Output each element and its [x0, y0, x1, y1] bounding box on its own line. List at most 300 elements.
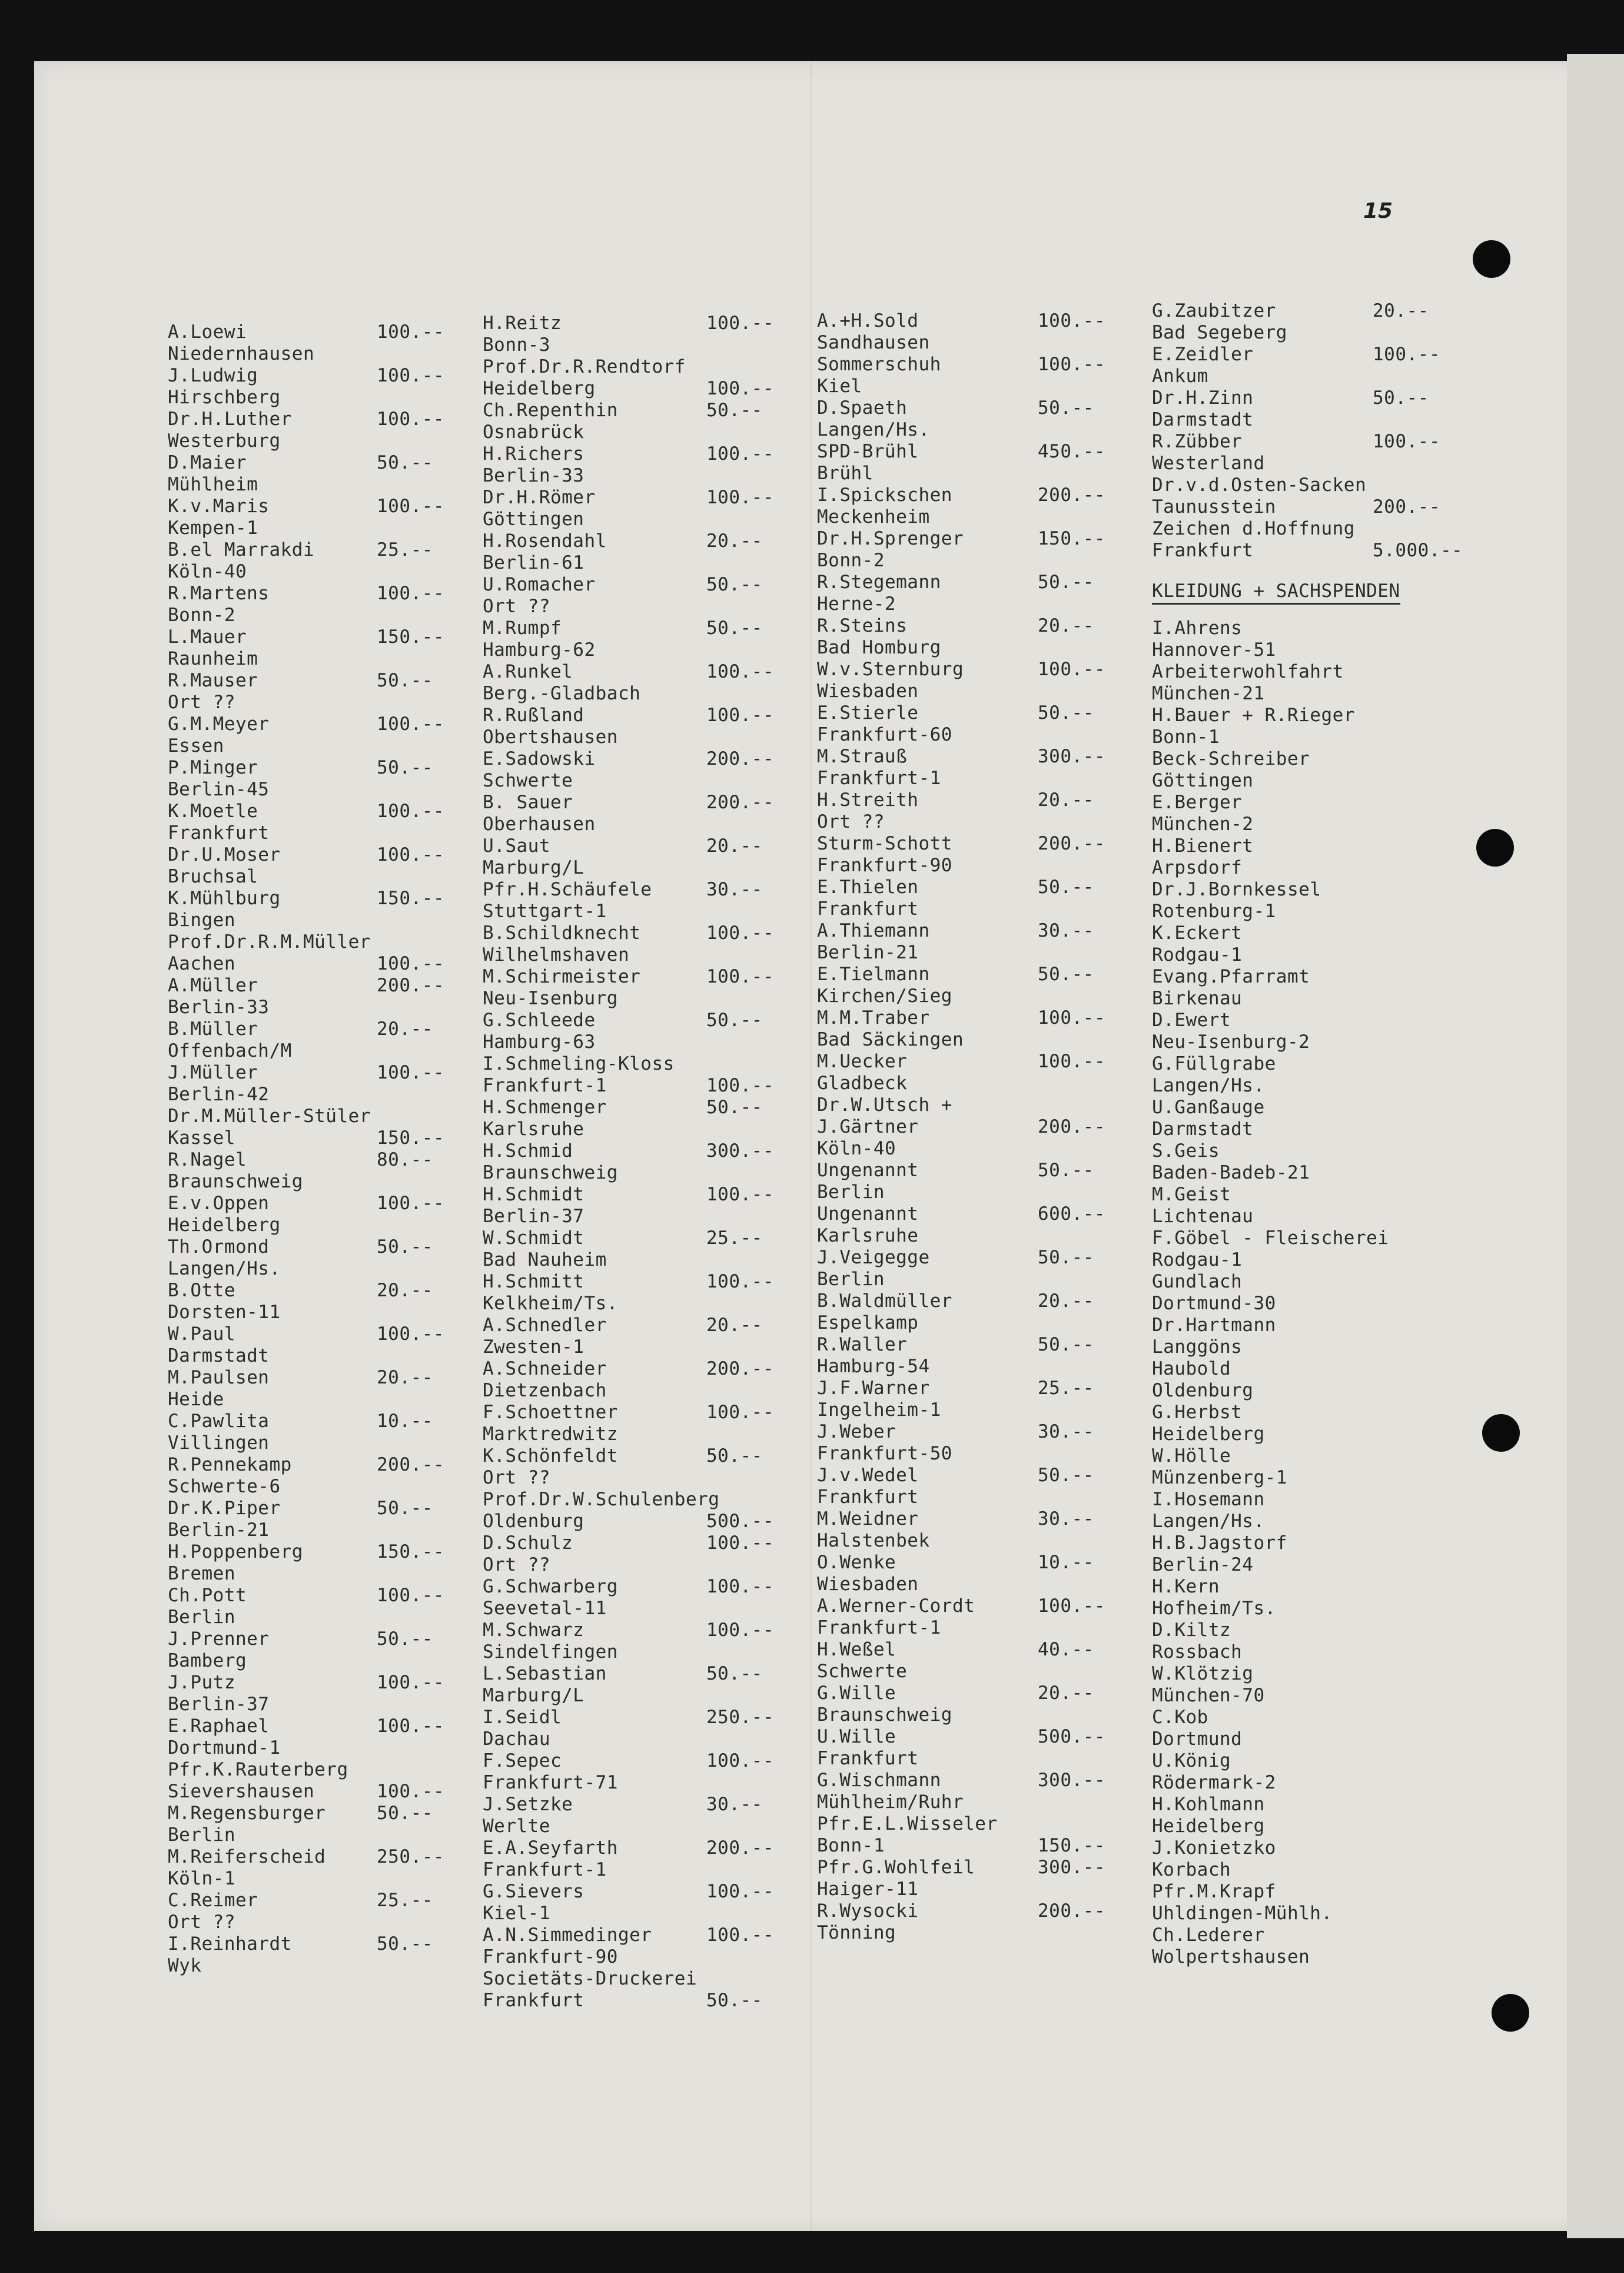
donor-location-row: [483, 1816, 719, 1837]
donation-amount: 200.--: [377, 975, 444, 996]
donated-goods-row: Arpsdorf: [1152, 857, 1243, 878]
donor-row: [168, 1628, 433, 1650]
donation-amount: 50.--: [377, 670, 433, 691]
donor-location-row: [817, 1269, 998, 1290]
donor-location-row: [168, 1868, 371, 1890]
donor-location-row: [817, 1574, 998, 1595]
donor-row: [483, 1707, 774, 1728]
donor-row: [168, 953, 444, 975]
donor-text: Berlin-37: [168, 1694, 270, 1715]
donor-text: M.Paulsen: [168, 1367, 270, 1388]
donor-text: Th.Ormond: [168, 1236, 270, 1257]
donor-location-row: [483, 1685, 719, 1707]
donated-goods-row: Pfr.M.Krapf: [1152, 1881, 1276, 1902]
donor-row: [168, 365, 444, 387]
donor-row: [483, 1097, 763, 1119]
donor-row: [817, 1203, 1105, 1225]
donor-text: Wyk: [168, 1955, 202, 1976]
donation-amount: 100.--: [1038, 1595, 1105, 1617]
donor-row: [817, 441, 1105, 463]
donor-location-row: [817, 1182, 998, 1203]
donor-text: L.Mauer: [168, 626, 247, 648]
donor-location-row: [817, 768, 998, 789]
donor-text: Kiel-1: [483, 1903, 550, 1924]
donor-text: Frankfurt-90: [817, 855, 952, 876]
donor-location-row: [168, 1040, 371, 1062]
donor-location-row: [483, 1903, 719, 1924]
donor-row: [483, 574, 763, 596]
donor-location-row: [168, 343, 371, 365]
donor-text: Kirchen/Sieg: [817, 985, 952, 1007]
donor-text: Westerland: [1152, 453, 1265, 474]
donor-row: [817, 354, 1105, 376]
donor-location-row: [1152, 322, 1400, 344]
donor-text: Offenbach/M: [168, 1040, 292, 1061]
donated-goods-row: Hannover-51: [1152, 639, 1276, 661]
donor-text: Brühl: [817, 463, 874, 484]
donor-text: G.Wischmann: [817, 1770, 941, 1791]
donor-location-row: [817, 1813, 998, 1835]
donation-amount: 50.--: [377, 1628, 433, 1650]
donor-text: B.Otte: [168, 1280, 235, 1301]
donor-text: Köln-40: [168, 561, 247, 582]
donor-text: Prof.Dr.W.Schulenberg: [483, 1489, 720, 1510]
donor-text: D.Schulz: [483, 1532, 573, 1554]
donor-text: Berlin-42: [168, 1084, 270, 1105]
donated-goods-row: J.Konietzko: [1152, 1837, 1276, 1859]
donation-amount: 30.--: [1038, 1508, 1094, 1529]
donor-text: H.Schmitt: [483, 1271, 584, 1292]
donor-location-row: [168, 1912, 371, 1933]
donor-text: R.Wysocki: [817, 1900, 919, 1922]
donor-text: Hirschberg: [168, 387, 281, 408]
donor-text: Aachen: [168, 953, 235, 974]
donor-location-row: [817, 1791, 998, 1813]
donation-amount: 100.--: [377, 1672, 444, 1693]
donor-text: M.Schwarz: [483, 1620, 584, 1641]
donor-text: C.Pawlita: [168, 1411, 270, 1432]
donor-text: Frankfurt-60: [817, 724, 952, 745]
donor-location-row: [1152, 366, 1400, 387]
donated-goods-row: Heidelberg: [1152, 1423, 1265, 1445]
donor-row: [1152, 540, 1463, 562]
donor-text: Pfr.H.Schäufele: [483, 879, 652, 900]
donor-location-row: [168, 1302, 371, 1323]
donor-text: Berlin-37: [483, 1206, 584, 1227]
donor-location-row: [168, 430, 371, 452]
donor-row: [483, 1750, 774, 1772]
donated-goods-row: Rossbach: [1152, 1641, 1243, 1663]
donation-amount: 50.--: [706, 574, 763, 595]
donor-text: Karlsruhe: [483, 1119, 584, 1140]
donor-location-row: [168, 517, 371, 539]
donor-text: SPD-Brühl: [817, 441, 919, 462]
donor-row: [817, 746, 1105, 768]
donation-amount: 30.--: [706, 879, 763, 900]
donation-amount: 100.--: [377, 953, 444, 974]
donor-text: Zwesten-1: [483, 1336, 584, 1358]
donated-goods-row: Haubold: [1152, 1358, 1231, 1379]
donated-goods-row: H.Kern: [1152, 1576, 1220, 1597]
donor-row: [1152, 300, 1429, 322]
donor-text: Berlin-61: [483, 552, 584, 573]
donor-location-row: [817, 332, 998, 354]
donor-text: R.Zübber: [1152, 431, 1243, 452]
donor-row: [168, 1236, 433, 1258]
donated-goods-row: Langen/Hs.: [1152, 1075, 1265, 1096]
donor-text: E.Sadowski: [483, 748, 596, 769]
donation-amount: 30.--: [1038, 920, 1094, 941]
donor-row: [168, 626, 444, 648]
donor-text: H.Weßel: [817, 1639, 896, 1660]
donor-text: Osnabrück: [483, 422, 584, 443]
donor-text: P.Minger: [168, 757, 258, 778]
donation-amount: 100.--: [706, 487, 774, 508]
donor-text: Bonn-1: [817, 1835, 885, 1856]
donation-amount: 200.--: [1038, 1116, 1105, 1137]
donor-location-row: [483, 901, 719, 923]
donation-amount: 20.--: [1038, 615, 1094, 636]
donation-amount: 100.--: [706, 378, 774, 399]
donor-text: Frankfurt-71: [483, 1772, 618, 1793]
donor-row: [817, 1770, 1105, 1791]
donor-text: A.Schnedler: [483, 1315, 607, 1336]
donor-row: [483, 1511, 774, 1532]
donor-location-row: [817, 811, 998, 833]
donor-text: J.Gärtner: [817, 1116, 919, 1137]
donated-goods-row: S.Geis: [1152, 1140, 1220, 1162]
donor-location-row: [817, 506, 998, 528]
donor-text: Marktredwitz: [483, 1423, 618, 1445]
donor-text: Sievershausen: [168, 1781, 315, 1802]
donor-text: Oldenburg: [483, 1511, 584, 1532]
donor-location-row: [483, 1336, 719, 1358]
donor-location-row: [483, 1031, 719, 1053]
donor-location-row: [483, 1728, 719, 1750]
donor-row: [168, 321, 444, 343]
page-fold: [811, 61, 812, 2231]
donor-location-row: [483, 1423, 719, 1445]
donor-row: [168, 1018, 433, 1040]
donation-amount: 50.--: [706, 400, 763, 421]
donor-row: [817, 1051, 1105, 1073]
donation-amount: 25.--: [706, 1227, 763, 1249]
donation-amount: 300.--: [1038, 746, 1105, 767]
donor-text: W.Schmidt: [483, 1227, 584, 1249]
donation-amount: 50.--: [1373, 387, 1429, 409]
donor-row: [817, 833, 1105, 855]
donor-location-row: [483, 726, 719, 748]
punch-hole: [1473, 240, 1510, 278]
donor-row: [483, 1837, 774, 1859]
donor-text: Frankfurt-1: [483, 1859, 607, 1880]
donor-text: U.Romacher: [483, 574, 596, 595]
donor-row: [168, 1803, 433, 1824]
donation-amount: 200.--: [1038, 485, 1105, 506]
donor-row: [168, 496, 444, 517]
donor-text: Ingelheim-1: [817, 1399, 941, 1421]
donor-text: Dachau: [483, 1728, 550, 1750]
donor-location-row: [483, 509, 719, 530]
donor-text: R.Stegemann: [817, 572, 941, 593]
donor-location-row: [168, 1432, 371, 1454]
donor-location-row: [817, 1443, 998, 1465]
donor-text: Bonn-3: [483, 334, 550, 356]
donor-row: [168, 1193, 444, 1215]
donor-text: Dr.M.Müller-Stüler: [168, 1106, 371, 1127]
donor-text: Braunschweig: [483, 1162, 618, 1183]
donor-location-row: [168, 692, 371, 714]
donor-text: R.Martens: [168, 583, 270, 604]
donor-location-row: [817, 1399, 998, 1421]
donation-amount: 100.--: [706, 923, 774, 944]
donor-text: A.Loewi: [168, 321, 247, 343]
donor-text: R.Mauser: [168, 670, 258, 691]
donor-row: [168, 1323, 444, 1345]
donor-text: Westerburg: [168, 430, 281, 452]
donor-location-row: [168, 1476, 371, 1498]
donated-goods-row: H.Kohlmann: [1152, 1794, 1265, 1815]
donor-row: [168, 539, 433, 561]
donor-text: Berg.-Gladbach: [483, 683, 641, 704]
donor-location-row: [483, 814, 719, 835]
donor-text: Kelkheim/Ts.: [483, 1293, 618, 1314]
donor-row: [817, 1552, 1094, 1574]
donor-row: [168, 1280, 433, 1302]
donor-text: R.Steins: [817, 615, 908, 636]
donation-amount: 100.--: [377, 1781, 444, 1802]
donor-column-4: [1152, 300, 1463, 1968]
donor-row: [168, 452, 433, 474]
donor-location-row: [817, 1922, 998, 1944]
donor-text: Frankfurt: [483, 1990, 584, 2011]
donor-row: [483, 1402, 774, 1423]
donor-text: Ch.Pott: [168, 1585, 247, 1606]
punch-hole: [1482, 1414, 1520, 1452]
donor-row: [168, 1781, 444, 1803]
donor-row: [1152, 344, 1440, 366]
donation-amount: 100.--: [1038, 1007, 1105, 1028]
donor-text: Langen/Hs.: [817, 419, 930, 440]
donor-text: Frankfurt: [168, 822, 270, 844]
donated-goods-row: M.Geist: [1152, 1184, 1231, 1205]
donated-goods-row: Rotenburg-1: [1152, 901, 1276, 922]
donated-goods-row: Rodgau-1: [1152, 944, 1243, 965]
donor-location-row: [483, 1380, 719, 1402]
donor-text: Marburg/L: [483, 857, 584, 878]
donor-location-row: [483, 1772, 719, 1794]
donation-amount: 50.--: [1038, 397, 1094, 419]
donor-location-row: [168, 1955, 371, 1977]
donor-text: O.Wenke: [817, 1552, 896, 1573]
donor-text: Frankfurt: [817, 1486, 919, 1508]
donated-goods-row: H.Bauer + R.Rieger: [1152, 705, 1355, 726]
donor-row: [483, 1663, 763, 1685]
donor-location-row: [483, 1053, 719, 1075]
donated-goods-row: Beck-Schreiber: [1152, 748, 1310, 769]
donor-text: Hamburg-63: [483, 1031, 596, 1053]
donation-amount: 300.--: [1038, 1857, 1105, 1878]
donor-location-row: [483, 944, 719, 966]
donor-text: L.Sebastian: [483, 1663, 607, 1684]
donor-row: [483, 1184, 774, 1206]
donor-location-row: [483, 1859, 719, 1881]
donor-location-row: [817, 1486, 998, 1508]
donor-text: Berlin: [168, 1824, 235, 1846]
donation-amount: 10.--: [1038, 1552, 1094, 1573]
donor-location-row: [168, 387, 371, 409]
donation-amount: 200.--: [377, 1454, 444, 1475]
donor-location-row: [817, 1661, 998, 1683]
donor-text: Dr.v.d.Osten-Sacken: [1152, 474, 1367, 496]
donor-text: Dortmund-1: [168, 1737, 281, 1758]
donor-text: H.Schmenger: [483, 1097, 607, 1118]
donor-row: [483, 1924, 774, 1946]
donor-location-row: [168, 474, 371, 496]
donor-text: J.F.Warner: [817, 1378, 930, 1399]
donated-goods-row: Korbach: [1152, 1859, 1231, 1880]
donation-amount: 50.--: [706, 618, 763, 639]
donor-location-row: [483, 596, 719, 618]
donor-text: Ort ??: [168, 692, 235, 713]
donor-text: Bonn-2: [817, 550, 885, 571]
donor-text: R.Waller: [817, 1334, 908, 1355]
donor-text: J.Setzke: [483, 1794, 573, 1815]
donor-row: [1152, 387, 1429, 409]
donated-goods-row: München-2: [1152, 814, 1254, 835]
donor-row: [483, 1576, 774, 1598]
donor-text: Dr.H.Luther: [168, 409, 292, 430]
donation-amount: 100.--: [706, 1924, 774, 1946]
donated-goods-row: Darmstadt: [1152, 1119, 1254, 1140]
donation-amount: 50.--: [1038, 877, 1094, 898]
donor-location-row: [817, 637, 998, 659]
donation-amount: 50.--: [1038, 964, 1094, 985]
donation-amount: 200.--: [1373, 496, 1440, 517]
donor-row: [168, 1585, 444, 1607]
donation-amount: 100.--: [1038, 310, 1105, 331]
donor-text: G.Schwarberg: [483, 1576, 618, 1597]
donation-amount: 50.--: [377, 452, 433, 473]
donor-text: Frankfurt-50: [817, 1443, 952, 1464]
donor-text: Ungenannt: [817, 1160, 919, 1181]
donor-text: Berlin: [817, 1182, 885, 1203]
donated-goods-row: München-70: [1152, 1685, 1265, 1706]
donation-amount: 100.--: [377, 1193, 444, 1214]
donor-row: [168, 1149, 433, 1171]
section-heading: KLEIDUNG + SACHSPENDEN: [1152, 580, 1400, 605]
donor-text: W.v.Sternburg: [817, 659, 964, 680]
donor-text: Bremen: [168, 1563, 235, 1584]
donation-amount: 50.--: [377, 1236, 433, 1257]
donor-row: [483, 530, 763, 552]
donor-text: A.N.Simmedinger: [483, 1924, 652, 1946]
donor-text: Berlin-21: [168, 1519, 270, 1541]
donor-text: Bamberg: [168, 1650, 247, 1671]
donor-text: M.Reiferscheid: [168, 1846, 326, 1867]
donation-amount: 100.--: [377, 714, 444, 735]
donor-location-row: [168, 1171, 371, 1193]
donation-amount: 100.--: [706, 661, 774, 682]
donor-row: [168, 670, 433, 692]
donor-location-row: [483, 552, 719, 574]
donor-text: E.Tielmann: [817, 964, 930, 985]
page-number: 15: [1363, 199, 1393, 223]
donor-text: Raunheim: [168, 648, 258, 669]
donated-goods-row: H.Bienert: [1152, 835, 1254, 857]
donor-location-row: [483, 422, 719, 443]
donor-text: J.Veigegge: [817, 1247, 930, 1268]
donor-row: [483, 1532, 774, 1554]
donor-row: [817, 1726, 1105, 1748]
donor-text: Sommerschuh: [817, 354, 941, 375]
donor-text: Dr.U.Moser: [168, 844, 281, 865]
donor-row: [817, 702, 1094, 724]
donor-text: I.Seidl: [483, 1707, 562, 1728]
donor-text: G.Wille: [817, 1683, 896, 1704]
donated-goods-row: Dr.J.Bornkessel: [1152, 879, 1321, 900]
donor-text: Berlin-45: [168, 779, 270, 800]
donor-text: H.Richers: [483, 443, 584, 464]
donor-text: Halstenbek: [817, 1530, 930, 1551]
donor-location-row: [483, 1249, 719, 1271]
donor-location-row: [483, 1598, 719, 1620]
donated-goods-row: U.Ganßauge: [1152, 1097, 1265, 1118]
donation-amount: 10.--: [377, 1411, 433, 1432]
donor-text: Mühlheim/Ruhr: [817, 1791, 964, 1813]
donation-amount: 20.--: [377, 1367, 433, 1388]
donor-row: [168, 1062, 444, 1084]
donor-text: Bruchsal: [168, 866, 258, 887]
donated-goods-row: Dortmund-30: [1152, 1293, 1276, 1314]
donor-text: A.Thiemann: [817, 920, 930, 941]
donor-location-row: [483, 857, 719, 879]
donor-text: E.Thielen: [817, 877, 919, 898]
donor-location-row: [817, 1312, 998, 1334]
donor-text: Mühlheim: [168, 474, 258, 495]
donor-row: [817, 572, 1094, 593]
donor-row: [483, 1990, 763, 2012]
donor-location-row: [168, 1215, 371, 1236]
donated-goods-row: Münzenberg-1: [1152, 1467, 1287, 1488]
donor-row: [168, 1367, 433, 1389]
donated-goods-row: Lichtenau: [1152, 1206, 1254, 1227]
donor-text: Heidelberg: [168, 1215, 281, 1236]
donor-location-row: [817, 855, 998, 877]
donor-location-row: [483, 1641, 719, 1663]
donor-text: Sandhausen: [817, 332, 930, 353]
donor-row: [817, 877, 1094, 898]
donor-row: [1152, 431, 1440, 453]
donor-text: Karlsruhe: [817, 1225, 919, 1246]
donor-location-row: [483, 1293, 719, 1315]
donor-row: [168, 1541, 444, 1563]
donor-row: [483, 487, 774, 509]
donor-location-row: [168, 997, 371, 1018]
donor-row: [817, 920, 1094, 942]
donor-location-row: [168, 1694, 371, 1715]
donor-text: Niedernhausen: [168, 343, 315, 364]
donor-location-row: [817, 898, 998, 920]
donor-text: B.Schildknecht: [483, 923, 641, 944]
donation-amount: 100.--: [706, 1402, 774, 1423]
donor-row: [817, 485, 1105, 506]
donor-text: M.Uecker: [817, 1051, 908, 1072]
donor-location-row: [817, 1094, 998, 1116]
donor-text: B. Sauer: [483, 792, 573, 813]
donated-goods-row: U.König: [1152, 1750, 1231, 1771]
donor-text: B.el Marrakdi: [168, 539, 315, 560]
